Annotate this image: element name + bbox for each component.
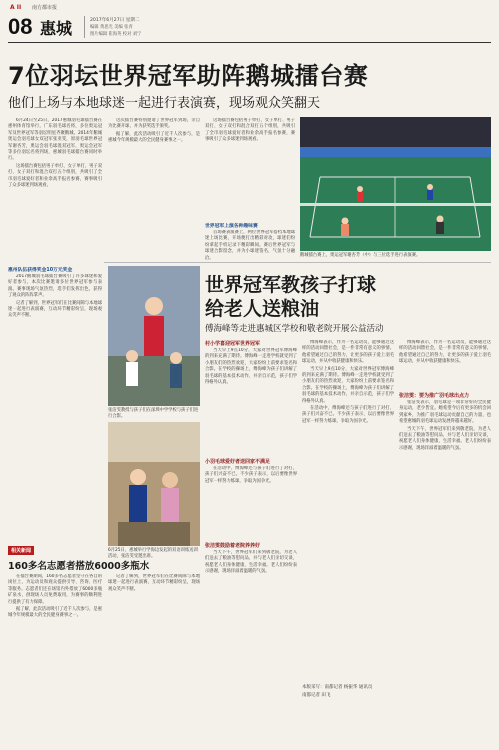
elderly-photo	[108, 422, 200, 546]
main-subheadline: 他们上场与本地球迷一起进行表演赛，现场观众笑翻天	[8, 96, 321, 111]
byline2: 南都记者 田飞	[302, 693, 331, 698]
paragraph: 据了解，此次活动吸引了近千人次参与，是惠城今年规模最大的全民健身赛事之一。	[8, 607, 102, 619]
paragraph: 记者了解到，世界冠军们在比赛间隙与本地球迷一起进行表演赛，互动环节精彩纷呈，现场观众笑声不断。	[8, 300, 102, 319]
masthead-rule	[8, 42, 491, 43]
col3-heading: 张洁雯：要为推广羽毛球出点力	[399, 393, 470, 399]
main-headline: 7位羽坛世界冠军助阵鹅城擂台赛	[8, 62, 369, 90]
paragraph: 记者了解到，世界冠军们在比赛间隙与本地球迷一起进行表演赛，互动环节精彩纷呈，现场观众笑声不断。	[108, 574, 200, 592]
editor-line: 编辑 黄思光 美编 张青	[90, 25, 133, 30]
section-title: 惠城	[40, 19, 73, 38]
col1-heading3: 张洁雯鼓励着老院养养好	[205, 543, 261, 549]
paragraph: 首场赛表演赛上，两位世界冠军搭档本地球迷上场比赛，开场便打出精彩对攻，球迷们纷纷拿起手机记录下精彩瞬间。赛后世界冠军与球迷合影留念，并为小球迷签名，气氛十分融洽。	[205, 230, 295, 261]
second-subheadline: 傅海峰等走进惠城区学校和敬老院开展公益活动	[205, 324, 384, 334]
byline: 本版采写：南都记者 杨振华 通讯员	[302, 685, 373, 690]
paragraph: 当天早上9点10分，大家对世界冠军傅海峰的到来充满了期待。傅海峰一走进学校就受到了小朋友们的热烈欢迎，大家纷纷上前要求签名和合影。在学校的操场上，傅海峰为孩子们讲解了羽毛球的基本技术动作，并亲自示范，孩子们学得格外认真。	[205, 348, 297, 386]
paragraph: 这场擂台赛包括男子单打、女子单打、男子双打、女子双打和混合双打五个组别，共吸引了全市羽毛球爱好者和业余高手报名参赛，赛事吸引了众多球迷到场观看。	[8, 163, 102, 189]
paragraph: 这次擂台赛特别邀请了世界冠军到场，亲自为比赛开球，并为获奖选手颁奖。	[108, 118, 200, 130]
second-article-col3b	[399, 400, 491, 650]
related-text-col1	[8, 574, 102, 744]
masthead	[8, 4, 493, 40]
section-divider	[104, 262, 491, 263]
main-article-col1	[8, 118, 102, 264]
paper-name: 南方都市报	[32, 5, 58, 11]
elderly-photo-image	[108, 422, 200, 546]
second-article-col1	[205, 348, 297, 454]
col1-heading2: 小羽毛球爱好者送回家不满足	[205, 459, 271, 465]
main-article-col3	[205, 118, 295, 178]
main-photo	[300, 117, 491, 251]
sub-heading: 世界冠军上演各种趣味赛	[205, 224, 258, 229]
sub-heading: 惠州队伍获得奖金10万元奖金	[8, 268, 73, 273]
paragraph: 当天下午，世界冠军们来到敬老院，为老人们送去了粮油等慰问品，并与老人们亲切交谈，祝愿老人们身体健康、生活幸福。老人们纷纷表示感谢，现场洋溢着温暖的气氛。	[399, 426, 491, 451]
related-text-col2	[108, 574, 200, 744]
paragraph: 傅海峰表示，作为一名运动员，能够通过这样的活动回馈社会，是一件非常有意义的事情。他希望通过自己的努力，让更多的孩子爱上羽毛球运动，并从中收获健康和快乐。	[302, 340, 394, 365]
paragraph: 在活动中，傅海峰还与孩子们进行了对打，孩子们兴奋不已。不少孩子表示，以后要像世界冠军一样努力练球，争取为国争光。	[205, 466, 297, 484]
paragraph: 在擂台赛期间，160多名志愿者坚守在各自的岗位上，为运动员和观众提供引导、咨询、医疗等服务。志愿者们还在场馆内外搭放了6000多瓶矿泉水，供现场人员免费取用，为赛事的顺利进行提供了有力保障。	[8, 574, 102, 605]
date-line: 2017年6月27日 星期二	[90, 18, 140, 23]
paragraph: 6月24日至25日，2017惠城羽毛球擂台赛在惠州体育馆举行，广东羽毛球名将，多位奥运冠军及世界冠军等羽坛明星齐聚鹅城。2014年鹅城奥运会羽毛球女双冠军张亚雯，原羽毛球世界冠军谢杏芳，奥运会羽毛球混双冠军，奥运会冠军等多位羽坛名将到场，惠城羽毛球擂台赛同时举行。	[8, 118, 102, 162]
main-article-col2	[108, 118, 200, 238]
proofread-line: 图片编辑 崔海英 校对 刘宁	[90, 32, 142, 37]
main-photo-caption: 鹅城擂台赛上，奥运冠军谢杏芳（中）与三位选手进行表演赛。	[300, 253, 421, 258]
masthead-divider	[84, 16, 85, 38]
paragraph: 张洁雯表示，羽毛球是一项非常好的全民健身运动，老少皆宜。她希望今后有更多的机会回到家乡，为推广羽毛球运动贡献自己的力量，也希望惠城的羽毛球运动发展得越来越好。	[399, 400, 491, 425]
col1-heading: 村小学喜迎冠军世界冠军	[205, 341, 261, 347]
second-article-col1c	[205, 550, 297, 650]
related-headline: 160多名志愿者搭放6000多瓶水	[8, 561, 150, 572]
second-article-col3	[399, 340, 491, 388]
school-photo-caption: 张洁雯教授与孩子们在深圳中学学校与孩子们进行合影。	[108, 408, 199, 419]
second-article-col1b	[205, 466, 297, 536]
paragraph: 据了解，此次活动吸引了近千人次参与，是惠城今年规模最大的全民健身赛事之一。	[108, 131, 200, 144]
paragraph: 在活动中，傅海峰还与孩子们进行了对打，孩子们兴奋不已。不少孩子表示，以后要像世界冠军一样努力练球，争取为国争光。	[302, 406, 394, 424]
school-photo-image	[108, 266, 200, 406]
school-photo	[108, 266, 200, 406]
elderly-photo-caption: 6月25日，惠城举行学海边发起的双语训练送训活动，张洁雯受邀出席。	[108, 548, 198, 559]
second-headline-line1: 世界冠军教孩子打球	[205, 274, 377, 296]
paragraph: 当天早上9点10分，大家对世界冠军傅海峰的到来充满了期待。傅海峰一走进学校就受到了小朋友们的热烈欢迎，大家纷纷上前要求签名和合影。在学校的操场上，傅海峰为孩子们讲解了羽毛球的基本技术动作，并亲自示范，孩子们学得格外认真。	[302, 366, 394, 404]
main-article-col1b	[8, 274, 102, 396]
badminton-court-image	[300, 117, 491, 251]
page-number: 08	[8, 14, 33, 39]
second-headline-line2: 给老人送粮油	[205, 298, 320, 320]
related-label: 相关新闻	[8, 546, 34, 555]
paragraph: 这场擂台赛包括男子单打、女子单打、男子双打、女子双打和混合双打五个组别，共吸引了全市羽毛球爱好者和业余高手报名参赛，赛事吸引了众多球迷到场观看。	[205, 118, 295, 143]
paper-logo: A II	[10, 4, 22, 11]
paragraph: 当天下午，世界冠军们来到敬老院，为老人们送去了粮油等慰问品，并与老人们亲切交谈，祝愿老人们身体健康、生活幸福。老人们纷纷表示感谢，现场洋溢着温暖的气氛。	[205, 550, 297, 575]
second-article-col2	[302, 340, 394, 650]
paragraph: 2017鹅城羽毛球擂台赛吸引了许多球迷和爱好者参与，本次比赛邀请多位世界冠军参与表演。赛事现场气氛热烈，选手们发挥出色，获得了观众的阵阵掌声。	[8, 274, 102, 299]
paragraph: 傅海峰表示，作为一名运动员，能够通过这样的活动回馈社会，是一件非常有意义的事情。他希望通过自己的努力，让更多的孩子爱上羽毛球运动，并从中收获健康和快乐。	[399, 340, 491, 365]
